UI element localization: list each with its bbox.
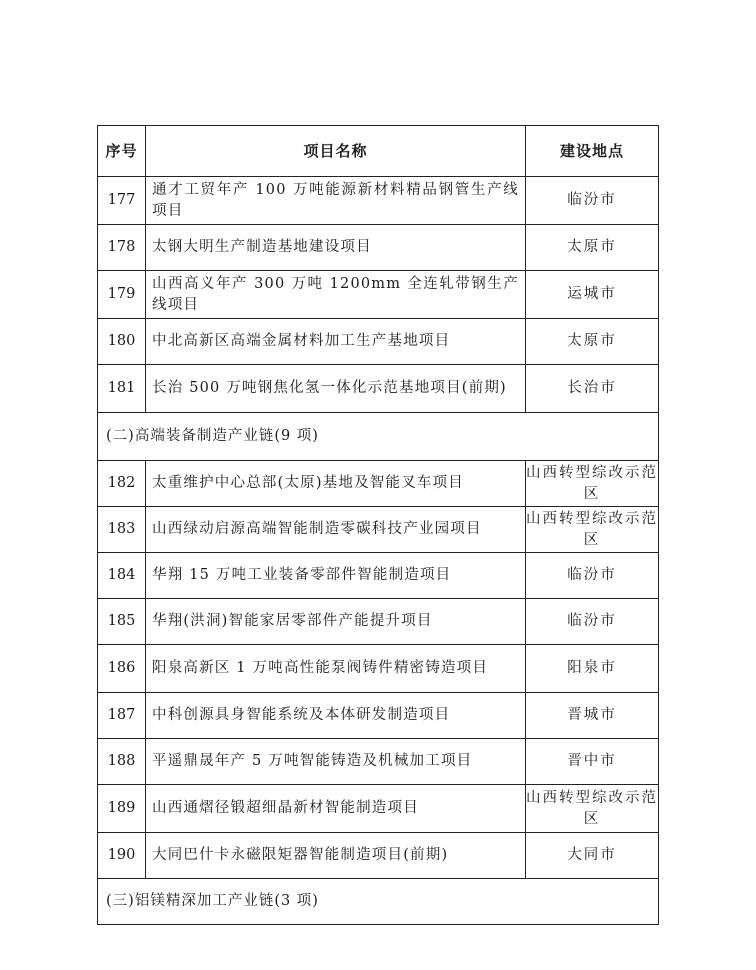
row-no: 190: [98, 833, 146, 879]
row-project-name: 中科创源具身智能系统及本体研发制造项目: [146, 693, 526, 739]
row-project-name: 大同巴什卡永磁限矩器智能制造项目(前期): [146, 833, 526, 879]
row-no: 182: [98, 461, 146, 507]
row-location: 晋中市: [526, 739, 659, 785]
section-heading: (二)高端装备制造产业链(9 项): [98, 413, 659, 461]
table-row: [98, 645, 659, 693]
row-location: 晋城市: [526, 693, 659, 739]
row-location: 运城市: [526, 271, 659, 319]
table-row: [98, 693, 659, 739]
row-project-name: 阳泉高新区 1 万吨高性能泵阀铸件精密铸造项目: [146, 645, 526, 693]
row-location: 山西转型综改示范区: [526, 461, 659, 507]
row-no: 177: [98, 177, 146, 225]
table-row: [98, 833, 659, 879]
table-row: [98, 739, 659, 785]
row-project-name: 中北高新区高端金属材料加工生产基地项目: [146, 319, 526, 365]
row-no: 178: [98, 225, 146, 271]
table-row: [98, 319, 659, 365]
row-location: 临汾市: [526, 177, 659, 225]
header-name: 项目名称: [146, 126, 526, 177]
row-location: 山西转型综改示范区: [526, 507, 659, 553]
table-row: [98, 461, 659, 507]
row-project-name: 平遥鼎晟年产 5 万吨智能铸造及机械加工项目: [146, 739, 526, 785]
row-location: 临汾市: [526, 553, 659, 599]
table-row: [98, 365, 659, 413]
row-project-name: 华翔 15 万吨工业装备零部件智能制造项目: [146, 553, 526, 599]
table-row: [98, 225, 659, 271]
table-row: [98, 785, 659, 833]
row-location: 大同市: [526, 833, 659, 879]
table-row: [98, 599, 659, 645]
project-table: [97, 125, 659, 925]
section-heading: (三)铝镁精深加工产业链(3 项): [98, 879, 659, 925]
row-no: 186: [98, 645, 146, 693]
row-no: 188: [98, 739, 146, 785]
row-project-name: 山西绿动启源高端智能制造零碳科技产业园项目: [146, 507, 526, 553]
row-location: 临汾市: [526, 599, 659, 645]
row-no: 181: [98, 365, 146, 413]
row-no: 179: [98, 271, 146, 319]
row-project-name: 太重维护中心总部(太原)基地及智能叉车项目: [146, 461, 526, 507]
row-location: 阳泉市: [526, 645, 659, 693]
row-no: 180: [98, 319, 146, 365]
section-row: [98, 413, 659, 461]
row-no: 185: [98, 599, 146, 645]
row-no: 184: [98, 553, 146, 599]
row-location: 太原市: [526, 319, 659, 365]
table-row: [98, 177, 659, 225]
table-header-row: [98, 126, 659, 177]
row-location: 长治市: [526, 365, 659, 413]
row-project-name: 长治 500 万吨钢焦化氢一体化示范基地项目(前期): [146, 365, 526, 413]
row-no: 183: [98, 507, 146, 553]
header-location: 建设地点: [526, 126, 659, 177]
row-no: 187: [98, 693, 146, 739]
header-no: 序号: [98, 126, 146, 177]
row-project-name: 太钢大明生产制造基地建设项目: [146, 225, 526, 271]
table-row: [98, 271, 659, 319]
row-project-name: 华翔(洪洞)智能家居零部件产能提升项目: [146, 599, 526, 645]
section-row: [98, 879, 659, 925]
table-row: [98, 553, 659, 599]
row-project-name: 山西高义年产 300 万吨 1200mm 全连轧带钢生产线项目: [146, 271, 526, 319]
row-location: 太原市: [526, 225, 659, 271]
row-project-name: 通才工贸年产 100 万吨能源新材料精品钢管生产线项目: [146, 177, 526, 225]
table-row: [98, 507, 659, 553]
row-location: 山西转型综改示范区: [526, 785, 659, 833]
row-no: 189: [98, 785, 146, 833]
row-project-name: 山西通熠径锻超细晶新材智能制造项目: [146, 785, 526, 833]
